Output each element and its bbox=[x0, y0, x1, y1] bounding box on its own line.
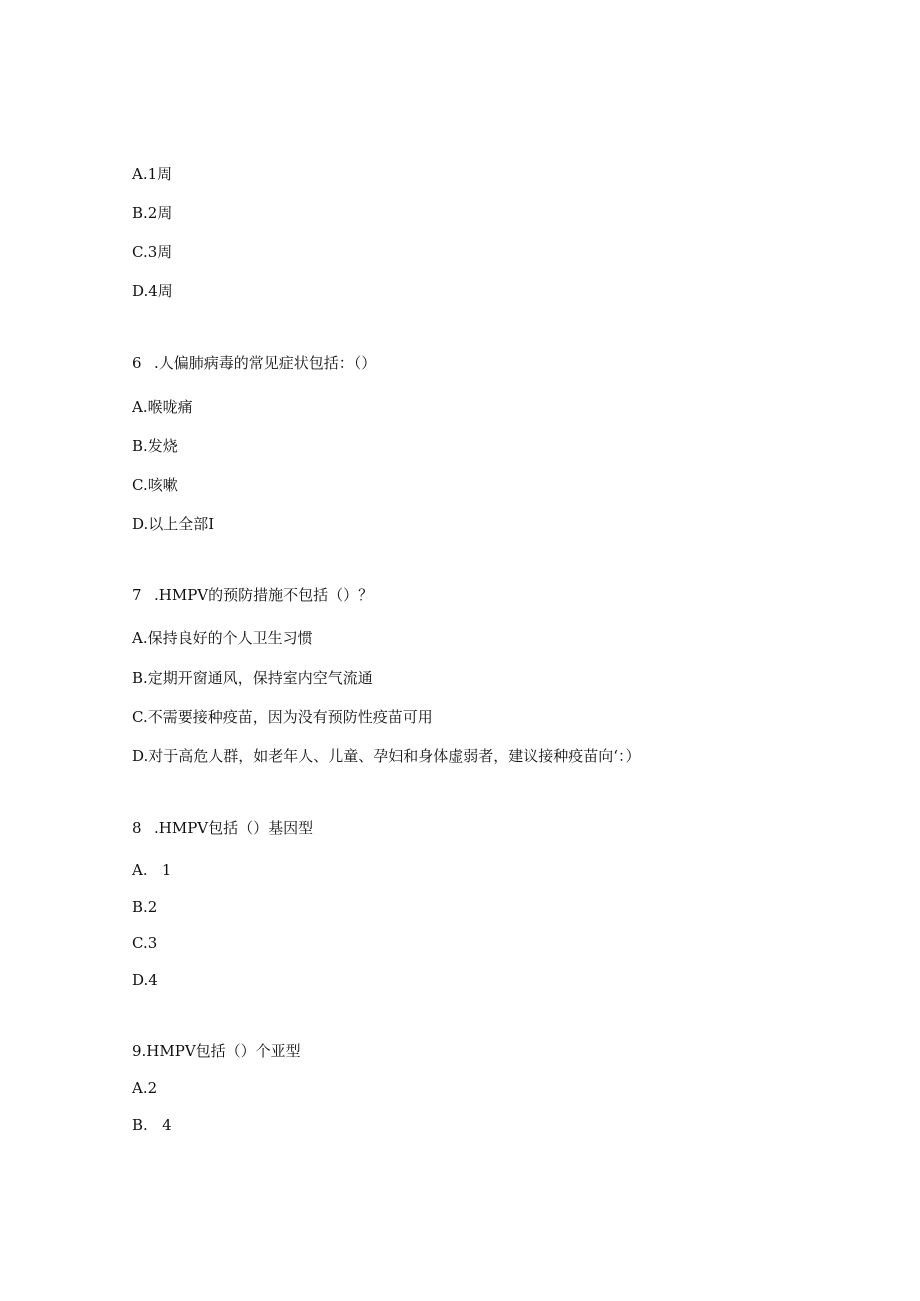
q5-option-c: C.3周 bbox=[132, 243, 173, 261]
q7-option-d: D.对于高危人群，如老年人、儿童、孕妇和身体虚弱者，建议接种疫苗向‘：） bbox=[132, 747, 641, 765]
q9-option-a: A.2 bbox=[132, 1079, 158, 1097]
q8-text: .HMPV包括（）基因型 bbox=[154, 819, 314, 837]
q7-option-a: A.保持良好的个人卫生习惯 bbox=[132, 629, 313, 647]
q8-number: 8 bbox=[132, 819, 142, 837]
q8-option-a: A. 1 bbox=[132, 861, 172, 879]
q7-option-c: C.不需要接种疫苗，因为没有预防性疫苗可用 bbox=[132, 708, 433, 726]
q6-question bbox=[132, 353, 376, 373]
q7-question bbox=[132, 585, 373, 605]
q9-option-b: B. 4 bbox=[132, 1116, 172, 1134]
q5-option-a: A.1周 bbox=[132, 165, 173, 183]
q7-option-b: B.定期开窗通风，保持室内空气流通 bbox=[132, 669, 373, 687]
q6-option-c: C.咳嗽 bbox=[132, 476, 178, 494]
q7-text: .HMPV的预防措施不包括（）？ bbox=[154, 586, 374, 604]
q9-question: 9.HMPV包括（）个亚型 bbox=[132, 1042, 301, 1060]
q8-option-b: B.2 bbox=[132, 898, 158, 916]
q6-option-a: A.喉咙痛 bbox=[132, 398, 193, 416]
q6-option-b: B.发烧 bbox=[132, 437, 178, 455]
q6-text: .人偏肺病毒的常见症状包括：（） bbox=[154, 354, 377, 372]
q7-number: 7 bbox=[132, 586, 142, 604]
q6-number: 6 bbox=[132, 354, 142, 372]
q8-option-c: C.3 bbox=[132, 934, 158, 952]
q5-option-d: D.4周 bbox=[132, 282, 173, 300]
q6-option-d: D.以上全部I bbox=[132, 515, 215, 533]
q8-option-d: D.4 bbox=[132, 971, 158, 989]
q8-question bbox=[132, 818, 313, 838]
q5-option-b: B.2周 bbox=[132, 204, 173, 222]
